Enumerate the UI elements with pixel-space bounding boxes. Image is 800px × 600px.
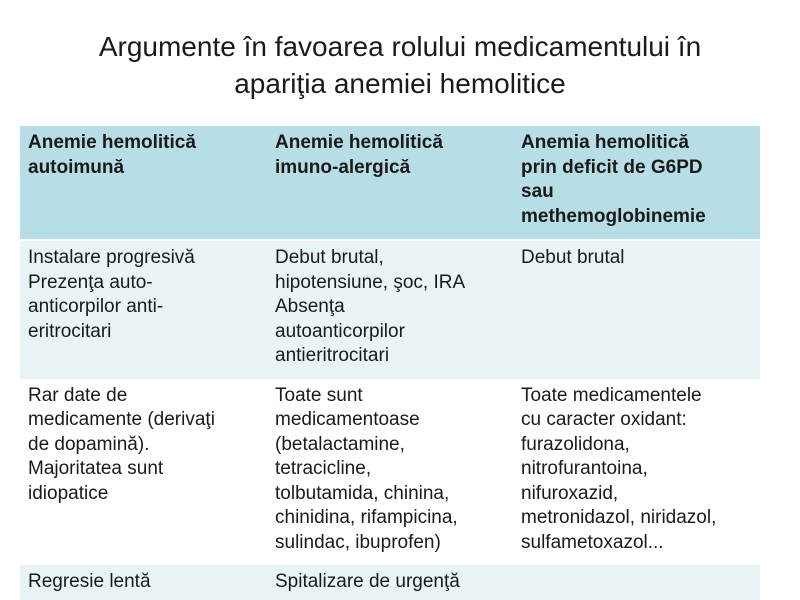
header-immuno-allergic bbox=[267, 126, 513, 240]
slide-title bbox=[0, 28, 800, 102]
cell-line: furazolidona, bbox=[521, 433, 630, 455]
cell-line: Majoritatea sunt bbox=[28, 458, 164, 479]
header-text: methemoglobinemie bbox=[521, 205, 706, 227]
table-cell bbox=[267, 240, 513, 379]
cell-line: de dopamină). bbox=[28, 433, 150, 455]
header-autoimmune bbox=[20, 126, 267, 240]
cell-line: nifuroxazid, bbox=[521, 482, 619, 504]
cell-line: eritrocitari bbox=[28, 320, 112, 342]
header-text: sau bbox=[521, 181, 554, 202]
cell-line: Debut brutal, bbox=[275, 247, 384, 268]
header-text: prin deficit de G6PD bbox=[521, 156, 703, 178]
cell-line: medicamente (derivaţi bbox=[28, 409, 215, 430]
header-g6pd bbox=[513, 126, 760, 240]
table-cell bbox=[513, 379, 760, 566]
comparison-table bbox=[20, 126, 760, 600]
cell-line: cu caracter oxidant: bbox=[521, 409, 687, 430]
table-header-row bbox=[20, 126, 760, 240]
cell-line: Regresie lentă bbox=[28, 571, 151, 592]
cell-line: Toate sunt bbox=[275, 384, 363, 406]
table-cell bbox=[267, 565, 513, 600]
header-text: Anemie hemolitică bbox=[275, 132, 443, 153]
cell-line: hipotensiune, şoc, IRA bbox=[275, 271, 466, 293]
cell-line: idiopatice bbox=[28, 482, 109, 504]
cell-line: autoanticorpilor bbox=[275, 320, 405, 342]
cell-line: Spitalizare de urgenţă bbox=[275, 571, 460, 592]
table-cell bbox=[20, 379, 267, 566]
header-text: Anemie hemolitică bbox=[28, 132, 196, 153]
cell-line: Rar date de bbox=[28, 384, 128, 406]
cell-line: sulfametoxazol... bbox=[521, 531, 664, 553]
cell-line: tolbutamida, chinina, bbox=[275, 482, 450, 504]
table-row bbox=[20, 379, 760, 566]
cell-line: Toate medicamentele bbox=[521, 384, 702, 406]
table-cell bbox=[513, 240, 760, 379]
table-cell bbox=[20, 565, 267, 600]
cell-line: Absenţa bbox=[275, 296, 345, 317]
table-cell bbox=[513, 565, 760, 600]
table-row bbox=[20, 565, 760, 600]
cell-line: antieritrocitari bbox=[275, 345, 390, 366]
cell-line: sulindac, ibuprofen) bbox=[275, 531, 441, 553]
cell-line: tetracicline, bbox=[275, 458, 372, 479]
header-text: Anemia hemolitică bbox=[521, 132, 689, 153]
cell-line: Prezenţa auto- bbox=[28, 271, 153, 293]
cell-line: medicamentoase bbox=[275, 409, 420, 430]
title-line-2: apariţia anemiei hemolitice bbox=[234, 68, 566, 99]
header-text: imuno-alergică bbox=[275, 156, 411, 178]
cell-line: chinidina, rifampicina, bbox=[275, 507, 458, 528]
cell-line: Debut brutal bbox=[521, 247, 625, 268]
cell-line: Instalare progresivă bbox=[28, 247, 195, 268]
cell-line: anticorpilor anti- bbox=[28, 296, 164, 317]
table-row bbox=[20, 240, 760, 379]
cell-line: (betalactamine, bbox=[275, 433, 405, 455]
header-text: autoimună bbox=[28, 156, 125, 178]
table-cell bbox=[267, 379, 513, 566]
cell-line: metronidazol, niridazol, bbox=[521, 507, 717, 528]
cell-line: nitrofurantoina, bbox=[521, 458, 648, 479]
table-cell bbox=[20, 240, 267, 379]
title-line-1: Argumente în favoarea rolului medicamentului în bbox=[98, 31, 702, 62]
